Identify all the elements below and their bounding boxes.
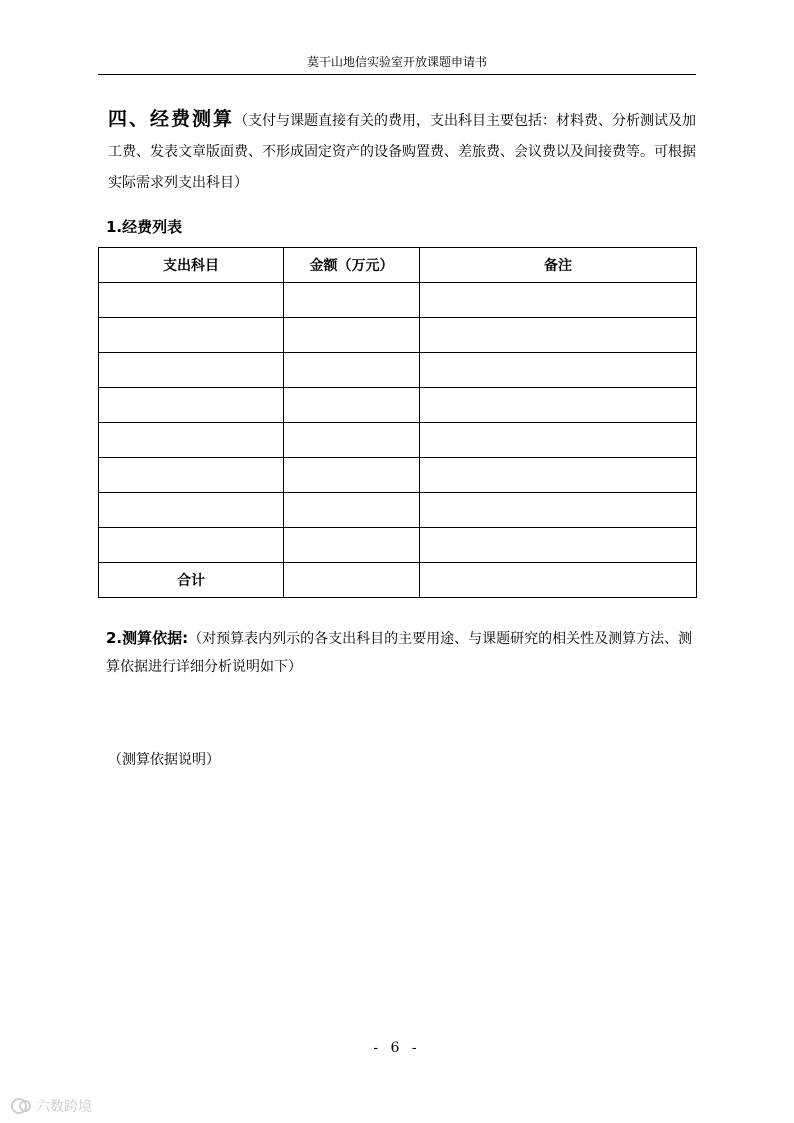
header-divider (98, 74, 696, 75)
table-row (99, 423, 697, 458)
total-amount-cell[interactable] (284, 563, 420, 598)
item-cell[interactable] (99, 388, 284, 423)
item-cell[interactable] (99, 283, 284, 318)
basis-text: （对预算表内列示的各支出科目的主要用途、与课题研究的相关性及测算方法、测算依据进行详细分析说明如下） (106, 631, 693, 675)
remarks-cell[interactable] (420, 458, 697, 493)
document-header: 莫干山地信实验室开放课题申请书 (306, 55, 487, 69)
remarks-cell[interactable] (420, 528, 697, 563)
watermark-logo-icon (10, 1097, 32, 1115)
section-budget-estimate (108, 104, 698, 199)
basis-section (106, 624, 696, 681)
item-cell[interactable] (99, 528, 284, 563)
watermark-text: 六数跨境 (36, 1099, 92, 1115)
remarks-cell[interactable] (420, 283, 697, 318)
table-row (99, 318, 697, 353)
item-cell[interactable] (99, 423, 284, 458)
amount-cell[interactable] (284, 458, 420, 493)
column-header-amount: 金额（万元） (284, 248, 420, 283)
amount-cell[interactable] (284, 423, 420, 458)
remarks-cell[interactable] (420, 388, 697, 423)
amount-cell[interactable] (284, 353, 420, 388)
table-row (99, 353, 697, 388)
amount-cell[interactable] (284, 318, 420, 353)
column-header-remarks: 备注 (420, 248, 697, 283)
table-row (99, 458, 697, 493)
item-cell[interactable] (99, 353, 284, 388)
table-row (99, 528, 697, 563)
remarks-cell[interactable] (420, 318, 697, 353)
total-remarks-cell[interactable] (420, 563, 697, 598)
watermark (10, 1096, 92, 1116)
total-label: 合计 (99, 563, 284, 598)
remarks-cell[interactable] (420, 493, 697, 528)
basis-label: 2.测算依据: (106, 629, 189, 647)
item-cell[interactable] (99, 458, 284, 493)
amount-cell[interactable] (284, 388, 420, 423)
amount-cell[interactable] (284, 528, 420, 563)
amount-cell[interactable] (284, 283, 420, 318)
item-cell[interactable] (99, 493, 284, 528)
budget-table (98, 247, 697, 598)
section-title: 四、经费测算 (108, 108, 235, 130)
remarks-cell[interactable] (420, 423, 697, 458)
budget-list-heading: 1.经费列表 (106, 218, 183, 236)
basis-placeholder: （测算依据说明） (108, 752, 220, 768)
page-number: - 6 - (373, 1040, 421, 1056)
amount-cell[interactable] (284, 493, 420, 528)
table-row (99, 388, 697, 423)
remarks-cell[interactable] (420, 353, 697, 388)
column-header-item: 支出科目 (99, 248, 284, 283)
total-row (99, 563, 697, 598)
item-cell[interactable] (99, 318, 284, 353)
table-row (99, 493, 697, 528)
table-row (99, 283, 697, 318)
section-intro: （支付与课题直接有关的费用，支出科目主要包括：材料费、分析测试及加工费、发表文章版面费、不形成固定资产的设备购置费、差旅费、会议费以及间接费等。可根据实际需求列支出科目） (108, 113, 697, 191)
table-header-row (99, 248, 697, 283)
